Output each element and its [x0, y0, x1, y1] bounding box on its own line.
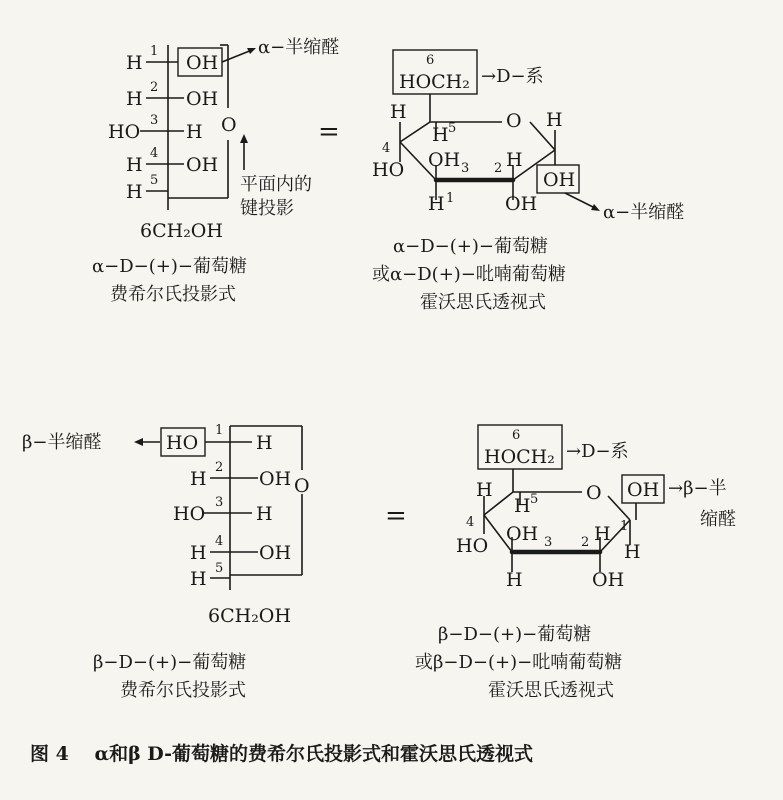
beta-haworth-caption-pyranose: 或β−D−(+)−吡喃葡萄糖 [415, 652, 623, 673]
haworth-hoch2: HOCH₂ [399, 71, 470, 93]
beta-haworth-carbon-number-3: 3 [544, 535, 553, 550]
beta-haworth-oh-c3: OH [506, 523, 539, 545]
fischer-oh-c4: OH [186, 154, 219, 176]
alpha-label-arrow [222, 50, 252, 62]
fischer-oh-c1: OH [186, 52, 219, 74]
beta-haworth-carbon-number-1: 1 [620, 519, 629, 534]
beta-label-arrowhead [134, 438, 143, 446]
beta-haworth-ho-c4: HO [456, 535, 489, 557]
alpha-haworth-projection [372, 50, 684, 313]
haworth-h-c5: H [432, 124, 449, 146]
haworth-oh-c1: OH [543, 169, 576, 191]
beta-fischer-ring-oxygen: O [294, 475, 310, 497]
fischer-carbon-number-5: 5 [150, 173, 159, 188]
haworth-carbon-number-1: 1 [446, 191, 455, 206]
beta-haworth-oh-c1: OH [627, 479, 660, 501]
beta-haworth-carbon-number-4: 4 [466, 515, 475, 530]
alpha-fischer-projection [92, 37, 339, 305]
beta-fischer-ho-c3: HO [173, 503, 206, 525]
beta-haworth-oh-c2: OH [592, 569, 625, 591]
fischer-caption-name: α−D−(+)−葡萄糖 [92, 256, 247, 277]
beta-haworth-carbon-number-2: 2 [581, 535, 590, 550]
alpha-hemiacetal-label: α−半缩醛 [258, 37, 340, 58]
haworth-alpha-arrowhead [591, 204, 600, 211]
d-series-label: →D−系 [481, 66, 544, 87]
haworth-h-c1: H [546, 109, 563, 131]
beta-fischer-c6-group: 6CH₂OH [208, 605, 291, 627]
haworth-h-c2: H [506, 149, 523, 171]
beta-fischer-h-c5: H [190, 568, 207, 590]
beta-haworth-label-line2: 缩醛 [700, 509, 736, 530]
equals-sign-bottom: = [385, 501, 407, 531]
beta-fischer-projection [22, 423, 310, 701]
beta-haworth-h-c2: H [594, 523, 611, 545]
haworth-oh-c2: OH [505, 193, 538, 215]
haworth-carbon-number-2: 2 [494, 161, 503, 176]
fischer-carbon-number-4: 4 [150, 146, 159, 161]
beta-fischer-h-c4: H [190, 542, 207, 564]
haworth-caption-pyranose: 或α−D(+)−吡喃葡萄糖 [372, 264, 566, 285]
beta-fischer-oh-c4: OH [259, 542, 292, 564]
haworth-ho-c4: HO [372, 159, 405, 181]
bond-note-arrowhead [240, 134, 248, 143]
beta-fischer-h-c3: H [256, 503, 273, 525]
beta-hemiacetal-label: β−半缩醛 [22, 432, 102, 453]
bond-projection-note-line1: 平面内的 [240, 174, 312, 195]
beta-fischer-ho-c1: HO [166, 432, 199, 454]
beta-haworth-carbon-number-6: 6 [512, 428, 521, 443]
beta-fischer-carbon-number-4: 4 [215, 534, 224, 549]
haworth-ring-oxygen: O [506, 110, 522, 132]
haworth-alpha-arrow [565, 193, 595, 208]
beta-haworth-label-line1: →β−半 [668, 478, 727, 499]
beta-fischer-carbon-number-1: 1 [215, 423, 224, 438]
beta-fischer-h-c2: H [190, 468, 207, 490]
beta-haworth-caption-name: β−D−(+)−葡萄糖 [438, 624, 592, 645]
beta-d-series-label: →D−系 [566, 441, 629, 462]
haworth-carbon-number-3: 3 [461, 161, 470, 176]
beta-fischer-caption-type: 费希尔氏投影式 [120, 680, 246, 701]
equals-sign-top: = [318, 117, 340, 147]
beta-fischer-carbon-number-2: 2 [215, 460, 224, 475]
fischer-h-c2: H [126, 88, 143, 110]
haworth-carbon-number-5: 5 [448, 121, 457, 136]
haworth-carbon-number-4: 4 [382, 141, 391, 156]
beta-haworth-hoch2: HOCH₂ [484, 446, 555, 468]
beta-fischer-carbon-number-5: 5 [215, 561, 224, 576]
beta-haworth-h-c1: H [624, 541, 641, 563]
fischer-oh-c2: OH [186, 88, 219, 110]
fischer-ring-oxygen: O [221, 114, 237, 136]
bond-projection-note-line2: 键投影 [240, 198, 294, 219]
beta-fischer-oh-c2: OH [259, 468, 292, 490]
haworth-caption-name: α−D−(+)−葡萄糖 [393, 236, 548, 257]
haworth-alpha-hemiacetal-label: α−半缩醛 [603, 202, 685, 223]
beta-fischer-carbon-number-3: 3 [215, 495, 224, 510]
beta-fischer-h-c1: H [256, 432, 273, 454]
haworth-carbon-number-6: 6 [426, 53, 435, 68]
fischer-carbon-number-3: 3 [150, 113, 159, 128]
fischer-carbon-number-2: 2 [150, 80, 159, 95]
beta-haworth-h-c4: H [476, 479, 493, 501]
fischer-h-c5: H [126, 181, 143, 203]
beta-haworth-h-c5: H [514, 495, 531, 517]
beta-haworth-carbon-number-5: 5 [530, 492, 539, 507]
beta-haworth-projection [415, 425, 736, 701]
haworth-caption-type: 霍沃思氏透视式 [420, 292, 546, 313]
fischer-h-c3: H [186, 121, 203, 143]
figure-caption: 图 4 α和β D-葡萄糖的费希尔氏投影式和霍沃思氏透视式 [30, 743, 534, 765]
beta-haworth-h-c3: H [506, 569, 523, 591]
haworth-oh-c3: OH [428, 149, 461, 171]
fischer-h-c1: H [126, 52, 143, 74]
fischer-ho-c3: HO [108, 121, 141, 143]
fischer-c6-group: 6CH₂OH [140, 220, 223, 242]
beta-haworth-caption-type: 霍沃思氏透视式 [488, 680, 614, 701]
fischer-carbon-number-1: 1 [150, 44, 159, 59]
haworth-h-c3: H [428, 193, 445, 215]
beta-haworth-ring-oxygen: O [586, 482, 602, 504]
fischer-caption-type: 费希尔氏投影式 [110, 284, 236, 305]
fischer-h-c4: H [126, 154, 143, 176]
beta-fischer-caption-name: β−D−(+)−葡萄糖 [93, 652, 247, 673]
haworth-h-c4: H [390, 101, 407, 123]
